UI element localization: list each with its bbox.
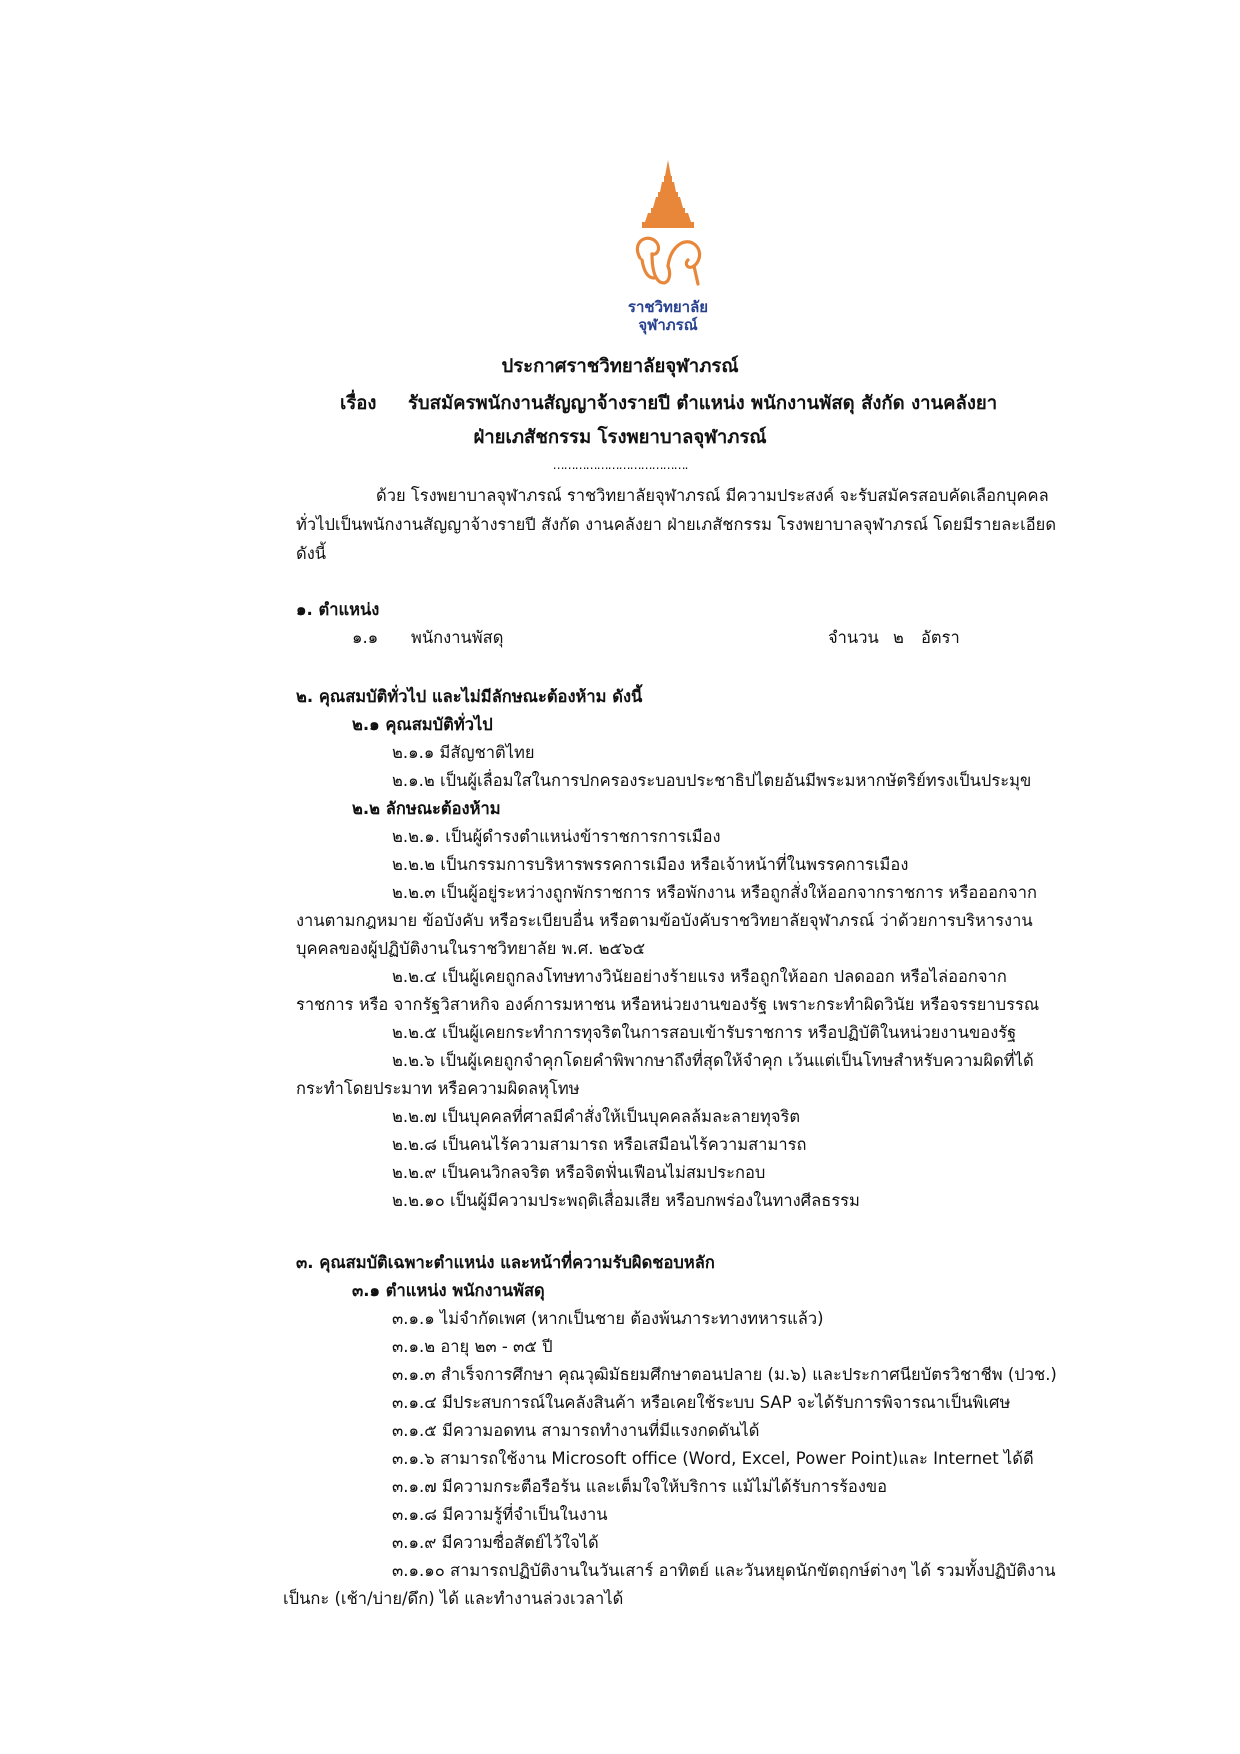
section2-sub1: ๒.๑ คุณสมบัติทั่วไป (352, 715, 493, 734)
item-3-1-8: ๓.๑.๘ มีความรู้ที่จำเป็นในงาน (392, 1505, 608, 1524)
page-title: ประกาศราชวิทยาลัยจุฬาภรณ์ (501, 356, 739, 377)
item-2-1-2: ๒.๑.๒ เป็นผู้เลื่อมใสในการปกครองระบอบประชาธิปไตยอันมีพระมหากษัตริย์ทรงเป็นประมุข (392, 771, 1032, 790)
chulabhorn-college-logo (618, 160, 718, 335)
item-2-2-6-line2: กระทำโดยประมาท หรือความผิดลหุโทษ (296, 1079, 580, 1098)
item-3-1-10-line2: เป็นกะ (เช้า/บ่าย/ดึก) ได้ และทำงานล่วงเวลาได้ (283, 1589, 624, 1608)
intro-line2: ทั่วไปเป็นพนักงานสัญญาจ้างรายปี สังกัด งานคลังยา ฝ่ายเภสัชกรรม โรงพยาบาลจุฬาภรณ์ โดยมีรายละเอียด (296, 515, 1057, 534)
item-2-2-4-line1: ๒.๒.๔ เป็นผู้เคยถูกลงโทษทางวินัยอย่างร้ายแรง หรือถูกให้ออก ปลดออก หรือไล่ออกจาก (392, 967, 1007, 986)
item-2-2-9: ๒.๒.๙ เป็นคนวิกลจริต หรือจิตฟั่นเฟือนไม่สมประกอบ (392, 1163, 766, 1182)
item-2-2-3-line1: ๒.๒.๓ เป็นผู้อยู่ระหว่างถูกพักราชการ หรือพักงาน หรือถูกสั่งให้ออกจากราชการ หรือออกจาก (392, 883, 1037, 902)
item-2-2-8: ๒.๒.๘ เป็นคนไร้ความสามารถ หรือเสมือนไร้ความสามารถ (392, 1135, 807, 1154)
item-2-2-10: ๒.๒.๑๐ เป็นผู้มีความประพฤติเสื่อมเสีย หรือบกพร่องในทางศีลธรรม (392, 1191, 860, 1210)
item-2-2-6-line1: ๒.๒.๖ เป็นผู้เคยถูกจำคุกโดยคำพิพากษาถึงที่สุดให้จำคุก เว้นแต่เป็นโทษสำหรับความผิดที่ได้ (392, 1051, 1034, 1070)
item-2-1-1: ๒.๑.๑ มีสัญชาติไทย (392, 743, 535, 762)
item-2-2-1: ๒.๒.๑. เป็นผู้ดำรงตำแหน่งข้าราชการการเมือง (392, 827, 721, 846)
item-3-1-9: ๓.๑.๙ มีความซื่อสัตย์ไว้ใจได้ (392, 1533, 599, 1552)
logo-text-line1: ราชวิทยาลัย (627, 298, 709, 316)
section3-sub1: ๓.๑ ตำแหน่ง พนักงานพัสดุ (352, 1281, 545, 1300)
subject-line1: รับสมัครพนักงานสัญญาจ้างรายปี ตำแหน่ง พนักงานพัสดุ สังกัด งานคลังยา (408, 393, 998, 414)
section3-heading: ๓. คุณสมบัติเฉพาะตำแหน่ง และหน้าที่ความรับผิดชอบหลัก (296, 1253, 715, 1272)
item-3-1-10-line1: ๓.๑.๑๐ สามารถปฏิบัติงานในวันเสาร์ อาทิตย์ และวันหยุดนักขัตฤกษ์ต่างๆ ได้ รวมทั้งปฏิบัติงาน (392, 1561, 1056, 1580)
item-3-1-2: ๓.๑.๒ อายุ ๒๓ - ๓๕ ปี (392, 1337, 553, 1356)
item-2-2-3-line2: งานตามกฎหมาย ข้อบังคับ หรือระเบียบอื่น หรือตามข้อบังคับราชวิทยาลัยจุฬาภรณ์ ว่าด้วยการบริหารงาน (296, 911, 1033, 930)
section1-count-label: จำนวน (828, 628, 879, 647)
intro-line3: ดังนี้ (296, 544, 327, 563)
intro-line1: ด้วย โรงพยาบาลจุฬาภรณ์ ราชวิทยาลัยจุฬาภรณ์ มีความประสงค์ จะรับสมัครสอบคัดเลือกบุคคล (376, 486, 1049, 505)
item-2-2-3-line3: บุคคลของผู้ปฏิบัติงานในราชวิทยาลัย พ.ศ. ๒๕๖๕ (296, 939, 646, 958)
item-2-2-7: ๒.๒.๗ เป็นบุคคลที่ศาลมีคำสั่งให้เป็นบุคคลล้มละลายทุจริต (392, 1107, 801, 1126)
section2-heading: ๒. คุณสมบัติทั่วไป และไม่มีลักษณะต้องห้าม ดังนี้ (296, 687, 643, 706)
item-3-1-1: ๓.๑.๑ ไม่จำกัดเพศ (หากเป็นชาย ต้องพ้นภาระทางทหารแล้ว) (392, 1309, 824, 1328)
logo-text-line2: จุฬาภรณ์ (638, 316, 698, 334)
section1-count-unit: อัตรา (921, 628, 960, 647)
subject-label: เรื่อง (340, 393, 377, 414)
item-2-2-5: ๒.๒.๕ เป็นผู้เคยกระทำการทุจริตในการสอบเข้ารับราชการ หรือปฏิบัติในหน่วยงานของรัฐ (392, 1023, 1017, 1042)
item-3-1-5: ๓.๑.๕ มีความอดทน สามารถทำงานที่มีแรงกดดันได้ (392, 1421, 760, 1440)
item-3-1-6: ๓.๑.๖ สามารถใช้งาน Microsoft office (Word, Excel, Power Point)และ Internet ได้ดี (392, 1449, 1034, 1468)
section1-heading: ๑. ตำแหน่ง (296, 600, 380, 619)
section2-sub2: ๒.๒ ลักษณะต้องห้าม (352, 799, 501, 818)
section1-item-number: ๑.๑ (352, 628, 379, 647)
title-divider-dots: ………………………………. (552, 458, 688, 472)
item-3-1-3: ๓.๑.๓ สำเร็จการศึกษา คุณวุฒิมัธยมศึกษาตอนปลาย (ม.๖) และประกาศนียบัตรวิชาชีพ (ปวช.) (392, 1365, 1057, 1384)
item-3-1-4: ๓.๑.๔ มีประสบการณ์ในคลังสินค้า หรือเคยใช้ระบบ SAP จะได้รับการพิจารณาเป็นพิเศษ (392, 1393, 1011, 1412)
item-2-2-4-line2: ราชการ หรือ จากรัฐวิสาหกิจ องค์การมหาชน หรือหน่วยงานของรัฐ เพราะกระทำผิดวินัย หรือจรรยาบรรณ (296, 995, 1040, 1014)
item-2-2-2: ๒.๒.๒ เป็นกรรมการบริหารพรรคการเมือง หรือเจ้าหน้าที่ในพรรคการเมือง (392, 855, 909, 874)
section1-item-label: พนักงานพัสดุ (411, 628, 504, 647)
item-3-1-7: ๓.๑.๗ มีความกระตือรือร้น และเต็มใจให้บริการ แม้ไม่ได้รับการร้องขอ (392, 1477, 888, 1496)
section1-count-value: ๒ (893, 628, 904, 647)
subject-line2: ฝ่ายเภสัชกรรม โรงพยาบาลจุฬาภรณ์ (473, 427, 767, 448)
